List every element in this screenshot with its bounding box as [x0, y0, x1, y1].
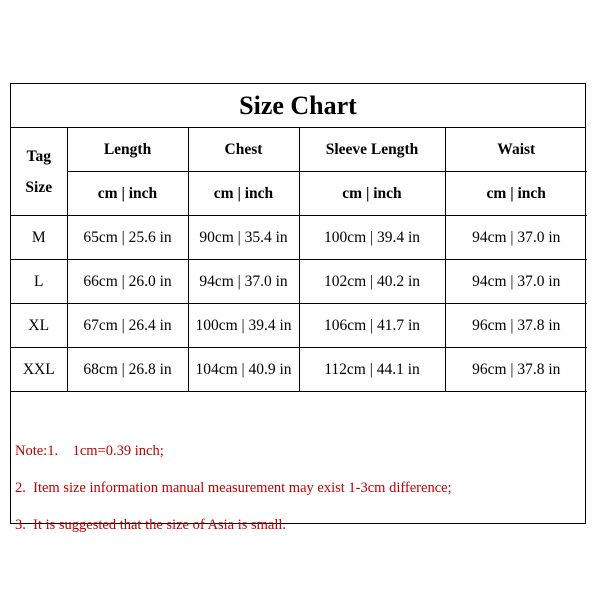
table-cell: 104cm | 40.9 in [188, 348, 299, 392]
table-row [11, 348, 587, 392]
table-cell: 94cm | 37.0 in [445, 260, 587, 304]
table-cell: 96cm | 37.8 in [445, 348, 587, 392]
size-cell: L [11, 260, 67, 304]
table-cell: 102cm | 40.2 in [299, 260, 445, 304]
table-cell: 100cm | 39.4 in [299, 216, 445, 260]
note-2: 2. Item size information manual measurement may exist 1-3cm difference; [15, 480, 452, 496]
size-chart [10, 83, 586, 533]
size-label: Size [25, 178, 53, 196]
table-cell: 90cm | 35.4 in [188, 216, 299, 260]
table-cell: 94cm | 37.0 in [445, 216, 587, 260]
table-cell: 94cm | 37.0 in [188, 260, 299, 304]
table-cell: 67cm | 26.4 in [67, 304, 188, 348]
size-cell: M [11, 216, 67, 260]
tag-size-header [11, 128, 67, 216]
table-cell: 96cm | 37.8 in [445, 304, 587, 348]
table-cell: 66cm | 26.0 in [67, 260, 188, 304]
table-cell: 112cm | 44.1 in [299, 348, 445, 392]
table-row [11, 304, 587, 348]
note-1: Note:1. 1cm=0.39 inch; [15, 443, 164, 459]
unit-row [11, 172, 587, 216]
table-row [11, 216, 587, 260]
unit-label: cm | inch [445, 172, 587, 216]
note-3: 3. It is suggested that the size of Asia is small. [15, 517, 287, 533]
table-row [11, 260, 587, 304]
table-cell: 65cm | 25.6 in [67, 216, 188, 260]
column-header-sleeve-length: Sleeve Length [299, 128, 445, 172]
table-cell: 68cm | 26.8 in [67, 348, 188, 392]
tag-label: Tag [26, 147, 51, 165]
header-row [11, 128, 587, 172]
column-header-length: Length [67, 128, 188, 172]
size-cell: XL [11, 304, 67, 348]
size-table [11, 128, 587, 392]
unit-label: cm | inch [299, 172, 445, 216]
column-header-waist: Waist [445, 128, 587, 172]
table-cell: 106cm | 41.7 in [299, 304, 445, 348]
chart-title: Size Chart [11, 84, 585, 128]
table-cell: 100cm | 39.4 in [188, 304, 299, 348]
column-header-chest: Chest [188, 128, 299, 172]
size-cell: XXL [11, 348, 67, 392]
unit-label: cm | inch [188, 172, 299, 216]
unit-label: cm | inch [67, 172, 188, 216]
